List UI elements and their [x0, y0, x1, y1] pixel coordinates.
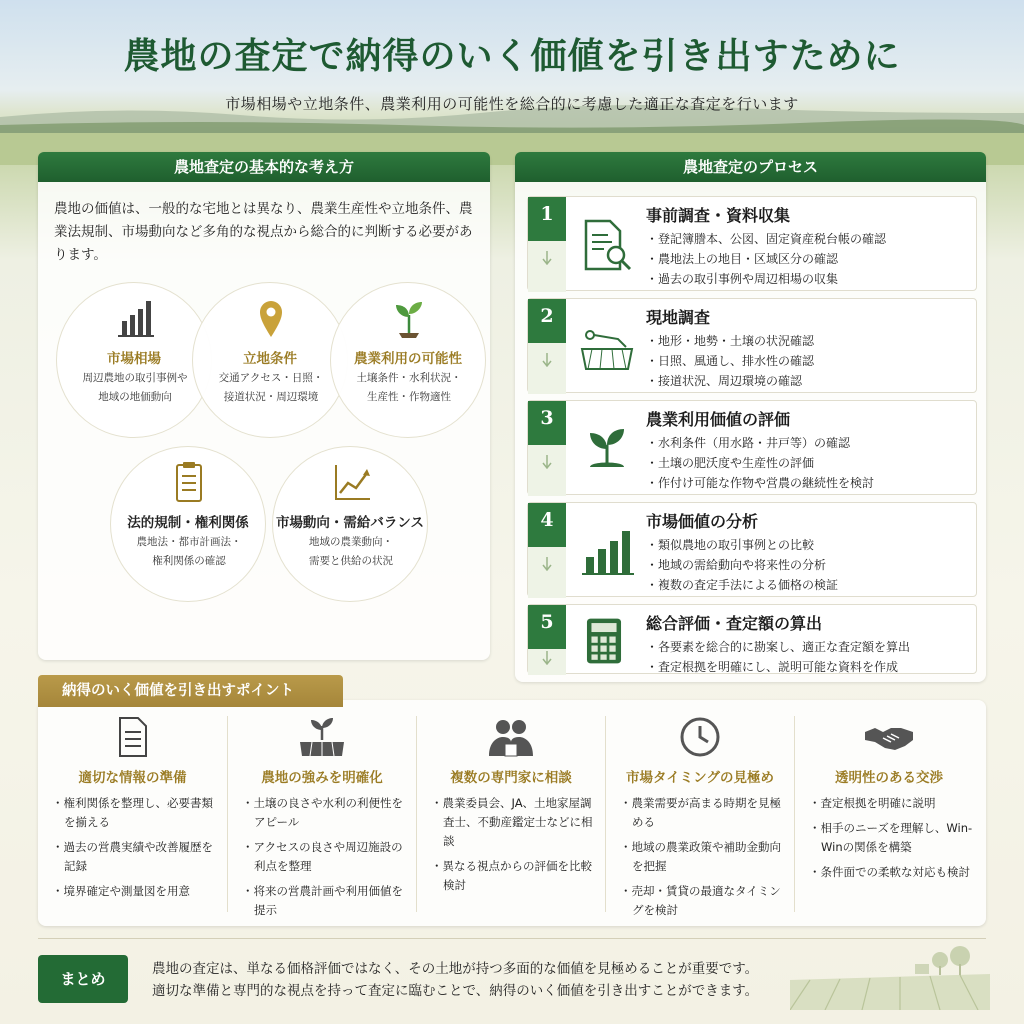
factor-desc: 周辺農地の取引事例や 地域の地価動向: [82, 372, 188, 403]
summary-text: 農地の査定は、単なる価格評価ではなく、その土地が持つ多面的な価値を見極めることが重要です。 適切な準備と専門的な視点を持って査定に臨むことで、納得のいく価値を引き出すことができます。: [152, 961, 759, 999]
point-title: 適切な情報の準備: [78, 770, 187, 786]
factor-title: 市場動向・需給バランス: [275, 515, 425, 531]
points-heading: 納得のいく価値を引き出すポイント: [38, 675, 343, 707]
step-number: 1: [528, 197, 566, 292]
point-info-prep: [38, 716, 227, 912]
process-heading: 農地査定のプロセス: [515, 152, 986, 182]
basics-panel: [38, 152, 490, 660]
page-title: 農地の査定で納得のいく価値を引き出すために: [123, 35, 901, 77]
point-title: 透明性のある交渉: [835, 770, 943, 786]
arrow-down-icon: [542, 455, 552, 469]
point-bullets: ・ 権利関係を整理し、必要書類を揃える ・ 過去の営農実績や改善履歴を記録 ・ 境界確定や測量図を用意: [52, 794, 220, 907]
step-title: 農業利用価値の評価: [646, 410, 791, 429]
step-number: 2: [528, 299, 566, 394]
step-items: ・ 地形・地勢・土壌の状況確認 ・ 日照、風通し、排水性の確認 ・ 接道状況、周辺環境の確認: [646, 331, 814, 391]
factor-title: 立地条件: [243, 351, 297, 367]
arrow-down-icon: [542, 651, 552, 665]
step-title: 現地調査: [646, 308, 711, 327]
factor-title: 市場相場: [107, 351, 161, 367]
step-title: 市場価値の分析: [646, 512, 759, 531]
step-items: ・ 類似農地の取引事例との比較 ・ 地域の需給動向や将来性の分析 ・ 複数の査定手法による価格の検証: [646, 535, 838, 595]
clipboard-icon: [164, 461, 214, 503]
process-step-4: [527, 502, 977, 597]
step-number: 4: [528, 503, 566, 598]
factor-title: 法的規制・権利関係: [127, 515, 249, 531]
basics-intro: 農地の価値は、一般的な宅地とは異なり、農業生産性や立地条件、農業法規制、市場動向など多角的な視点から総合的に判断する必要があります。: [54, 201, 473, 263]
process-step-2: [527, 298, 977, 393]
point-title: 複数の専門家に相談: [450, 770, 572, 786]
points-panel: [38, 700, 986, 926]
factor-market-trend: [272, 446, 428, 602]
step-items: ・ 水利条件（用水路・井戸等）の確認 ・ 土壌の肥沃度や生産性の評価 ・ 作付け可能な作物や営農の継続性を検討: [646, 433, 874, 493]
arrow-down-icon: [542, 353, 552, 367]
sprout-icon: [578, 421, 636, 479]
location-pin-icon: [246, 297, 296, 339]
clock-icon: [674, 716, 726, 758]
step-title: 総合評価・査定額の算出: [646, 614, 823, 633]
factor-title: 農業利用の可能性: [354, 351, 462, 367]
step-number: 3: [528, 401, 566, 496]
arrow-down-icon: [542, 251, 552, 265]
step-items: ・ 各要素を総合的に勘案し、適正な査定額を算出 ・ 査定根拠を明確にし、説明可能な資料を作成: [646, 637, 910, 677]
process-step-3: [527, 400, 977, 495]
point-title: 市場タイミングの見極め: [626, 770, 774, 786]
factor-desc: 交通アクセス・日照・ 接道状況・周辺環境: [218, 372, 324, 403]
point-negotiation: [794, 716, 983, 912]
step-items: ・ 登記簿謄本、公図、固定資産税台帳の確認 ・ 農地法上の地目・区域区分の確認 ・ 過去の取引事例や周辺相場の収集: [646, 229, 886, 289]
point-strengths: [227, 716, 416, 917]
factor-market-price: [56, 282, 212, 438]
sprout-icon: [384, 297, 434, 339]
page-subtitle: 市場相場や立地条件、農業利用の可能性を総合的に考慮した適正な査定を行います: [225, 95, 799, 113]
process-step-5: [527, 604, 977, 674]
factor-desc: 土壌条件・水利状況・ 生産性・作物適性: [356, 372, 462, 403]
step-title: 事前調査・資料収集: [646, 206, 791, 225]
document-search-icon: [578, 217, 636, 275]
basics-heading: 農地査定の基本的な考え方: [38, 152, 490, 182]
point-bullets: ・ 農業需要が高まる時期を見極める ・ 地域の農業政策や補助金動向を把握 ・ 売却・賃貸の最適なタイミングを検討: [620, 794, 788, 926]
point-experts: [416, 716, 605, 912]
document-icon: [106, 716, 158, 758]
field-illustration: [790, 940, 990, 1010]
arrow-down-icon: [542, 557, 552, 571]
section-divider: [38, 938, 986, 939]
point-bullets: ・ 査定根拠を明確に説明 ・ 相手のニーズを理解し、Win-Winの関係を構築 ・ 条件面での柔軟な対応も検討: [809, 794, 977, 888]
process-panel: [515, 152, 986, 682]
calculator-icon: [578, 615, 630, 667]
factor-desc: 地域の農業動向・ 需要と供給の状況: [309, 536, 393, 567]
factor-desc: 農地法・都市計画法・ 権利関係の確認: [136, 536, 242, 567]
factor-legal: [110, 446, 266, 602]
summary-label: まとめ: [38, 955, 128, 1003]
bar-chart-icon: [110, 297, 160, 339]
point-timing: [605, 716, 794, 917]
field-survey-icon: [578, 319, 636, 377]
factor-agri-potential: [330, 282, 486, 438]
handshake-icon: [863, 716, 915, 758]
sprout-field-icon: [296, 716, 348, 758]
point-title: 農地の強みを明確化: [261, 770, 383, 786]
bar-chart-icon: [578, 523, 636, 581]
factor-location: [192, 282, 348, 438]
process-step-1: [527, 196, 977, 291]
point-bullets: ・ 土壌の良さや水利の利便性をアピール ・ アクセスの良さや周辺施設の利点を整理 ・ 将来の営農計画や利用価値を提示: [242, 794, 410, 926]
trend-chart-icon: [326, 461, 376, 503]
point-bullets: ・ 農業委員会、JA、土地家屋調査士、不動産鑑定士などに相談 ・ 異なる視点からの評価を比較検討: [431, 794, 599, 901]
step-number: 5: [528, 605, 566, 675]
people-icon: [485, 716, 537, 758]
